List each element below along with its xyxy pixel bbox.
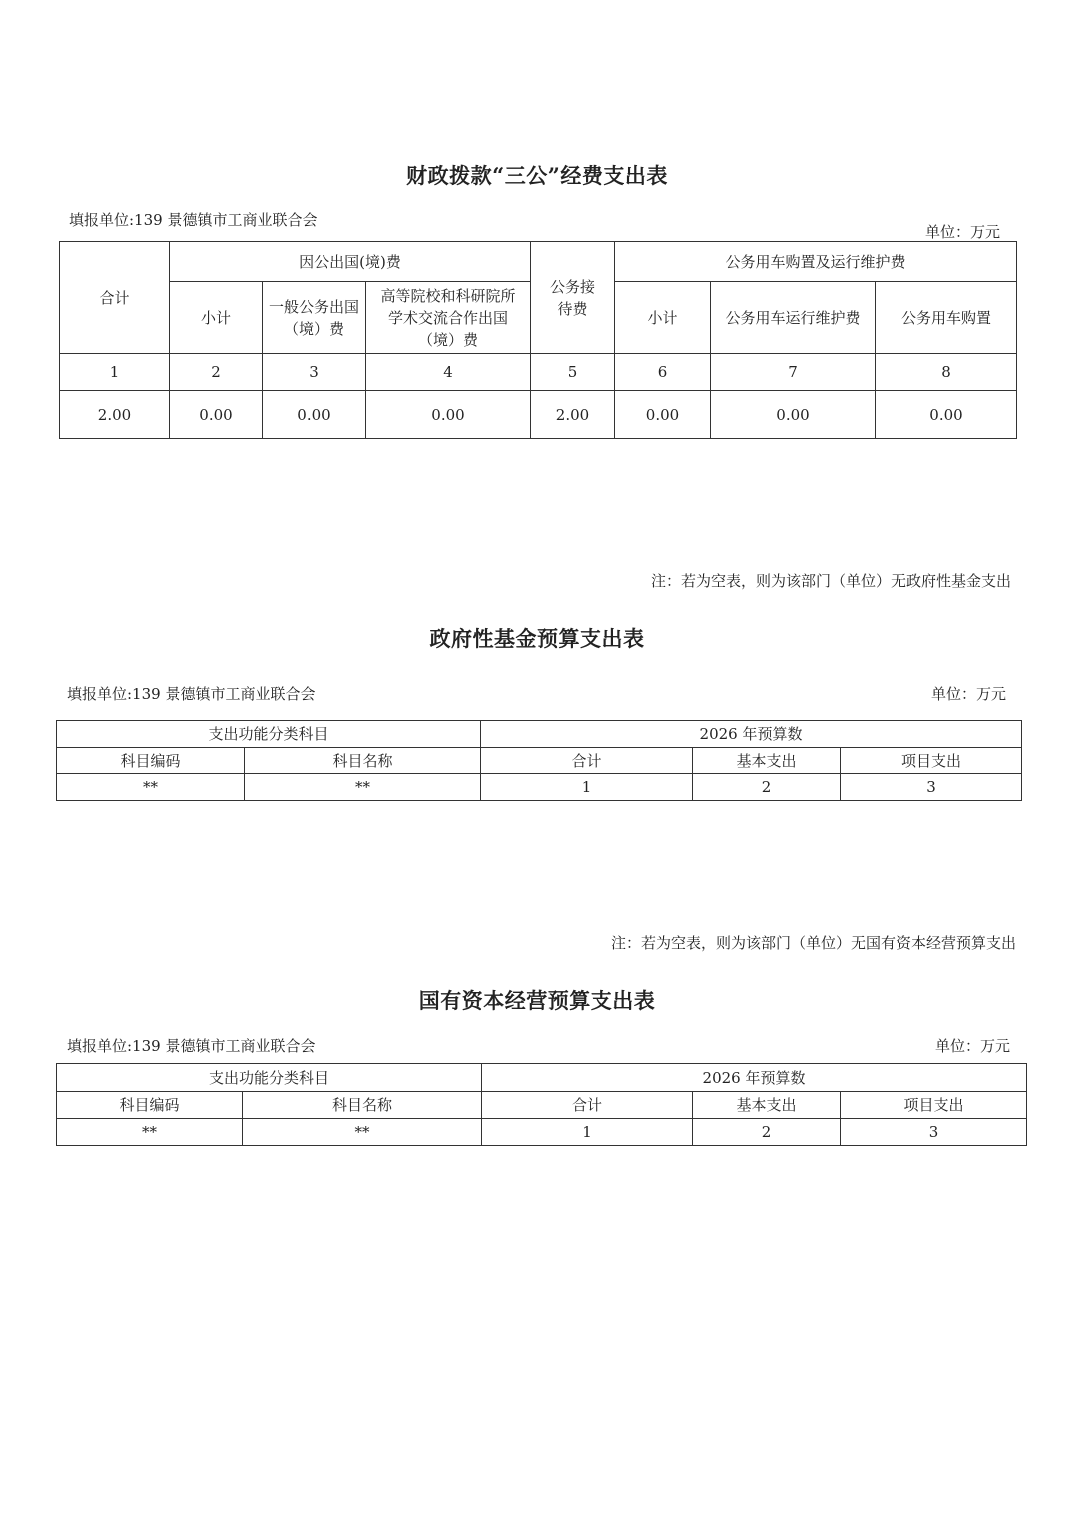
three-public-expense-table — [59, 241, 1017, 439]
row-cell: 2 — [693, 774, 841, 801]
value-cell: 0.00 — [711, 391, 876, 439]
row-cell: ** — [243, 1119, 482, 1146]
table-row — [57, 774, 1022, 801]
header-code: 科目编码 — [57, 1092, 243, 1119]
index-cell: 1 — [60, 354, 170, 391]
header-category-group: 支出功能分类科目 — [57, 721, 481, 748]
header-budget-group: 2026 年预算数 — [481, 721, 1022, 748]
index-cell: 6 — [615, 354, 711, 391]
header-vehicle-group: 公务用车购置及运行维护费 — [615, 242, 1017, 282]
header-total: 合计 — [482, 1092, 693, 1119]
table-row — [57, 1119, 1027, 1146]
header-vehicle-operation: 公务用车运行维护费 — [711, 282, 876, 354]
index-cell: 3 — [263, 354, 366, 391]
row-cell: 1 — [481, 774, 693, 801]
header-basic: 基本支出 — [693, 1092, 841, 1119]
row-cell: ** — [245, 774, 481, 801]
header-code: 科目编码 — [57, 748, 245, 774]
value-cell: 0.00 — [876, 391, 1017, 439]
value-cell: 2.00 — [60, 391, 170, 439]
header-vehicle-purchase: 公务用车购置 — [876, 282, 1017, 354]
index-cell: 8 — [876, 354, 1017, 391]
index-cell: 4 — [366, 354, 531, 391]
row-cell: 3 — [841, 1119, 1027, 1146]
row-cell: ** — [57, 1119, 243, 1146]
header-general-abroad: 一般公务出国（境）费 — [263, 282, 366, 354]
header-name: 科目名称 — [243, 1092, 482, 1119]
table1-title: 财政拨款“三公”经费支出表 — [406, 163, 668, 188]
table1-unit-label: 填报单位:139 景德镇市工商业联合会 — [69, 211, 318, 229]
value-cell: 0.00 — [170, 391, 263, 439]
value-cell: 2.00 — [531, 391, 615, 439]
header-subtotal-vehicle: 小计 — [615, 282, 711, 354]
table3-currency-label: 单位：万元 — [935, 1037, 1011, 1055]
index-cell: 7 — [711, 354, 876, 391]
table3-unit-label: 填报单位:139 景德镇市工商业联合会 — [67, 1037, 316, 1055]
table2-title: 政府性基金预算支出表 — [429, 626, 645, 651]
government-fund-table — [56, 720, 1022, 801]
table1-currency-label: 单位：万元 — [925, 223, 1001, 241]
header-subtotal-abroad: 小计 — [170, 282, 263, 354]
index-cell: 2 — [170, 354, 263, 391]
header-academic-abroad: 高等院校和科研院所学术交流合作出国（境）费 — [366, 282, 531, 354]
header-name: 科目名称 — [245, 748, 481, 774]
header-total: 合计 — [60, 242, 170, 354]
table-row — [60, 391, 1017, 439]
value-cell: 0.00 — [366, 391, 531, 439]
table3-title: 国有资本经营预算支出表 — [418, 988, 656, 1013]
row-cell: 3 — [841, 774, 1022, 801]
header-reception: 公务接待费 — [531, 242, 615, 354]
table2-unit-label: 填报单位:139 景德镇市工商业联合会 — [67, 685, 316, 703]
row-cell: ** — [57, 774, 245, 801]
index-cell: 5 — [531, 354, 615, 391]
row-cell: 2 — [693, 1119, 841, 1146]
value-cell: 0.00 — [615, 391, 711, 439]
header-project: 项目支出 — [841, 1092, 1027, 1119]
table3-note: 注：若为空表，则为该部门（单位）无国有资本经营预算支出 — [610, 934, 1016, 952]
header-total: 合计 — [481, 748, 693, 774]
header-project: 项目支出 — [841, 748, 1022, 774]
header-category-group: 支出功能分类科目 — [57, 1064, 482, 1092]
header-basic: 基本支出 — [693, 748, 841, 774]
value-cell: 0.00 — [263, 391, 366, 439]
table-row — [60, 354, 1017, 391]
header-budget-group: 2026 年预算数 — [482, 1064, 1027, 1092]
table2-note: 注：若为空表，则为该部门（单位）无政府性基金支出 — [650, 572, 1011, 590]
row-cell: 1 — [482, 1119, 693, 1146]
table2-currency-label: 单位：万元 — [931, 685, 1007, 703]
header-abroad-group: 因公出国(境)费 — [170, 242, 531, 282]
state-capital-table — [56, 1063, 1027, 1146]
